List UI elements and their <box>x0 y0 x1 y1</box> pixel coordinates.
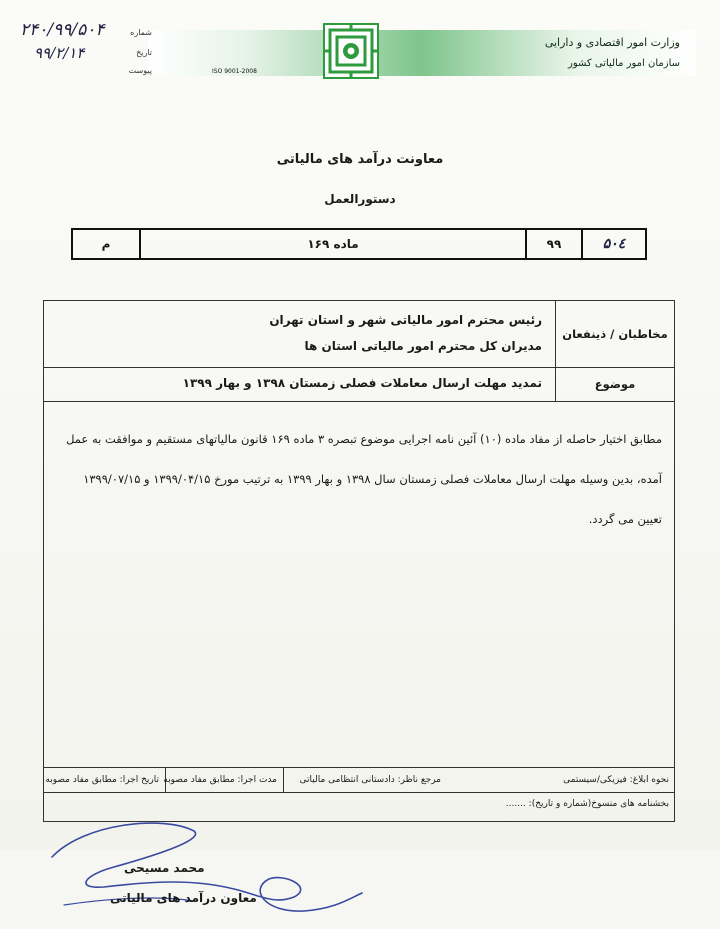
subject-label: موضوع <box>555 367 674 401</box>
organization-emblem-icon <box>322 22 380 80</box>
signer-title: معاون درآمد های مالیاتی <box>110 891 257 905</box>
iso-certification: ISO 9001-2008 <box>212 68 257 75</box>
recipients-row <box>44 301 674 368</box>
article-cell: ماده ۱۶۹ <box>139 230 525 258</box>
ref-date-label: تاریخ <box>136 48 152 57</box>
ref-date-value: ۹۹/۲/۱۴ <box>34 44 85 62</box>
execution-period: مدت اجرا: مطابق مفاد مصوبه <box>165 768 283 792</box>
footer-row-execution <box>43 768 675 793</box>
instruction-number-table <box>71 228 647 260</box>
abrogated-directives: بخشنامه های منسوخ(شماره و تاریخ): ....... <box>505 799 669 809</box>
ministry-name: وزارت امور اقتصادی و دارایی <box>544 36 680 49</box>
organization-name: سازمان امور مالیاتی کشور <box>568 58 680 69</box>
ref-attachment-label: پیوست <box>128 66 152 75</box>
recipient-line: رئیس محترم امور مالیاتی شهر و استان تهران <box>269 313 542 327</box>
notification-method: نحوه ابلاغ: فیزیکی/سیستمی <box>563 775 669 785</box>
body-line: تعیین می گردد. <box>588 512 662 526</box>
memo-frame <box>43 300 675 905</box>
year-cell: ۹۹ <box>525 230 581 258</box>
ref-number-value: ۲۴۰/۹۹/۵۰۴ <box>20 20 105 40</box>
document-type: دستورالعمل <box>324 192 396 206</box>
subject-text: تمدید مهلت ارسال معاملات فصلی زمستان ۱۳۹۸ و بهار ۱۳۹۹ <box>182 376 542 390</box>
recipients-label: مخاطبان / ذینفعان <box>555 301 674 367</box>
sequence-number-cell: ۵۰٤ <box>581 230 645 258</box>
memo-footer <box>43 767 675 824</box>
reference-block <box>12 18 152 78</box>
memo-body <box>54 419 662 539</box>
signer-name: محمد مسیحی <box>124 861 205 875</box>
body-line: آمده، بدین وسیله مهلت ارسال معاملات فصلی زمستان سال ۱۳۹۸ و بهار ۱۳۹۹ به ترتیب مورخ ۱۳۹۹/۰۴/۱۵ و ۱۳۹۹/۰۷/۱۵ <box>83 472 662 486</box>
execution-date: تاریخ اجرا: مطابق مفاد مصوبه <box>43 768 165 792</box>
ref-number-label: شماره <box>130 28 152 37</box>
code-cell: م <box>101 237 111 251</box>
footer-row-abrogated <box>43 792 675 816</box>
body-line: مطابق اختیار حاصله از مفاد ماده (۱۰) آئین نامه اجرایی موضوع تبصره ۳ ماده ۱۶۹ قانون مالیاتهای مستقیم و موافقت به عمل <box>66 432 662 446</box>
supervising-authority: مرجع ناظر: دادستانی انتظامی مالیاتی <box>283 768 447 792</box>
subject-row <box>44 367 674 402</box>
recipient-line: مدیران کل محترم امور مالیاتی استان ها <box>304 339 542 353</box>
deputy-title: معاونت درآمد های مالیاتی <box>276 152 444 167</box>
